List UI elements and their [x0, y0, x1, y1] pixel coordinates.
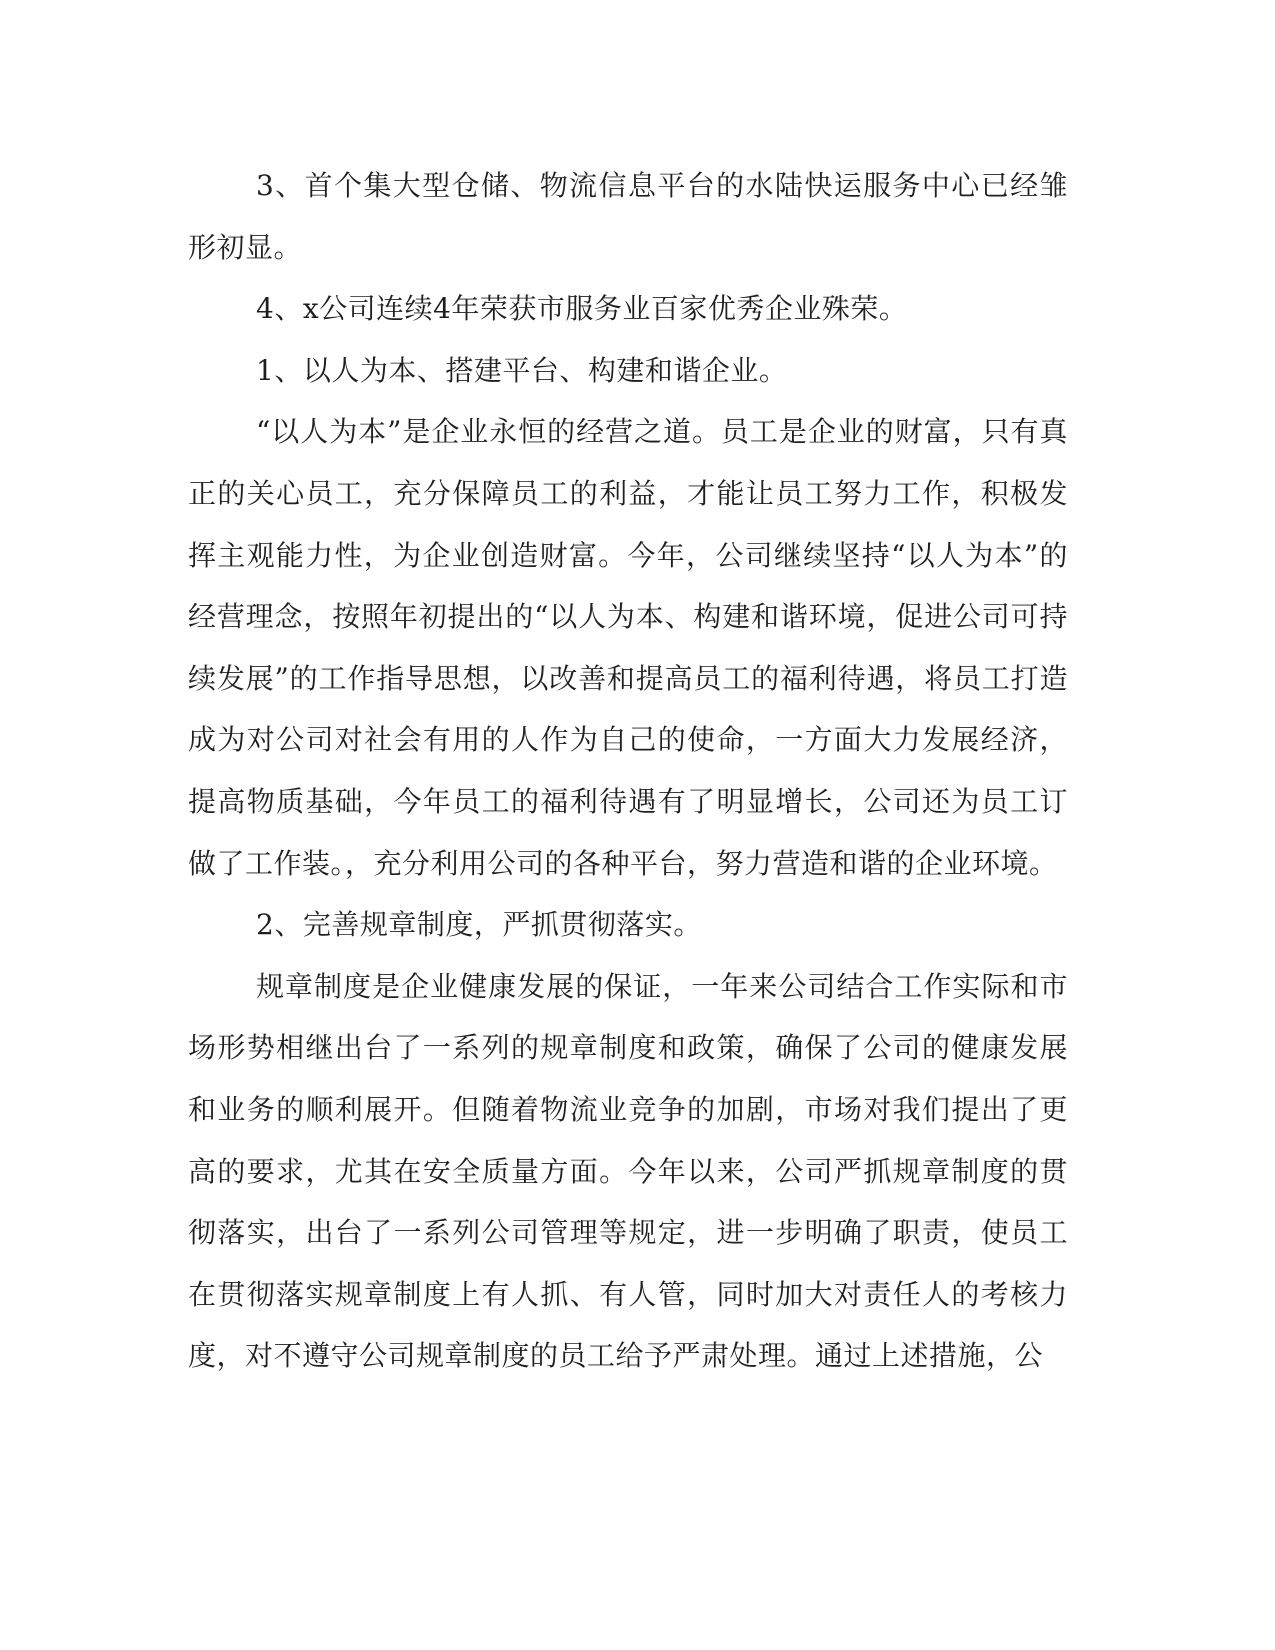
document-body	[188, 155, 1068, 1387]
paragraph-people-oriented-body: “以人为本”是企业永恒的经营之道。员工是企业的财富，只有真正的关心员工，充分保障员工的利益，才能让员工努力工作，积极发挥主观能力性，为企业创造财富。今年，公司继续坚持“以人为本”的经营理念，按照年初提出的“以人为本、构建和谐环境，促进公司可持续发展”的工作指导思想，以改善和提高员工的福利待遇，将员工打造成为对公司对社会有用的人作为自己的使命，一方面大力发展经济，提高物质基础，今年员工的福利待遇有了明显增长，公司还为员工订做了工作装。，充分利用公司的各种平台，努力营造和谐的企业环境。	[188, 415, 1068, 880]
section-heading-rules-system: 2、完善规章制度，严抓贯彻落实。	[256, 908, 702, 942]
paragraph-item-4-award: 4、x公司连续4年荣获市服务业百家优秀企业殊荣。	[256, 292, 908, 326]
paragraph-item-3-warehouse-center: 3、首个集大型仓储、物流信息平台的水陆快运服务中心已经雏形初显。	[188, 169, 1068, 264]
paragraph-rules-system-body: 规章制度是企业健康发展的保证，一年来公司结合工作实际和市场形势相继出台了一系列的规章制度和政策，确保了公司的健康发展和业务的顺利展开。但随着物流业竞争的加剧，市场对我们提出了更高的要求，尤其在安全质量方面。今年以来，公司严抓规章制度的贯彻落实，出台了一系列公司管理等规定，进一步明确了职责，使员工在贯彻落实规章制度上有人抓、有人管，同时加大对责任人的考核力度，对不遵守公司规章制度的员工给予严肃处理。通过上述措施，公	[188, 969, 1068, 1373]
section-heading-people-oriented: 1、以人为本、搭建平台、构建和谐企业。	[256, 353, 788, 387]
